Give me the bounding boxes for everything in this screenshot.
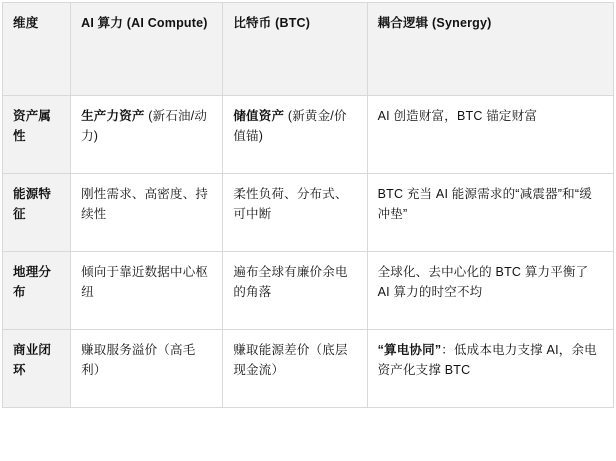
cell-bold-text: 储值资产 — [233, 109, 285, 123]
cell-text: 全球化、去中心化的 BTC 算力平衡了 AI 算力的时空不均 — [377, 265, 589, 300]
table-row — [3, 96, 614, 174]
cell-synergy-geography — [367, 252, 613, 330]
cell-text: 柔性负荷、分布式、可中断 — [233, 187, 348, 222]
cell-text: 遍布全球有廉价余电的角落 — [233, 265, 348, 300]
table-row — [3, 174, 614, 252]
cell-text: BTC 充当 AI 能源需求的“减震器”和“缓冲垫” — [377, 187, 592, 222]
cell-text: ：低成本电力支撑 AI，余电资产化支撑 BTC — [377, 343, 597, 378]
cell-text: 倾向于靠近数据中心枢纽 — [81, 265, 209, 300]
cell-synergy-energy-profile — [367, 174, 613, 252]
comparison-table-container — [0, 2, 616, 461]
cell-btc-asset-attribute — [223, 96, 367, 174]
cell-bold-text: “算电协同” — [377, 343, 442, 357]
cell-synergy-asset-attribute — [367, 96, 613, 174]
column-header-btc: 比特币 (BTC) — [223, 3, 367, 96]
cell-text: 赚取能源差价（底层现金流） — [233, 343, 348, 378]
column-header-ai-compute: AI 算力 (AI Compute) — [71, 3, 223, 96]
row-header-business-loop: 商业闭环 — [3, 330, 71, 408]
table-header — [3, 3, 614, 96]
cell-ai-energy-profile — [71, 174, 223, 252]
cell-bold-text: 生产力资产 — [81, 109, 145, 123]
column-header-synergy: 耦合逻辑 (Synergy) — [367, 3, 613, 96]
table-body — [3, 96, 614, 408]
table-row — [3, 252, 614, 330]
cell-text: (新黄金/价值锚) — [233, 109, 347, 144]
cell-text: (新石油/动力) — [81, 109, 208, 144]
cell-btc-business-loop — [223, 330, 367, 408]
cell-text: 刚性需求、高密度、持续性 — [81, 187, 209, 222]
row-header-geography: 地理分布 — [3, 252, 71, 330]
cell-btc-geography — [223, 252, 367, 330]
cell-ai-business-loop — [71, 330, 223, 408]
cell-text: 赚取服务溢价（高毛利） — [81, 343, 196, 378]
table-row — [3, 330, 614, 408]
cell-text: AI 创造财富，BTC 锚定财富 — [377, 109, 538, 123]
cell-ai-geography — [71, 252, 223, 330]
cell-synergy-business-loop — [367, 330, 613, 408]
table-header-row — [3, 3, 614, 96]
row-header-energy-profile: 能源特征 — [3, 174, 71, 252]
column-header-dimension: 维度 — [3, 3, 71, 96]
cell-btc-energy-profile — [223, 174, 367, 252]
cell-ai-asset-attribute — [71, 96, 223, 174]
row-header-asset-attribute: 资产属性 — [3, 96, 71, 174]
comparison-table — [2, 2, 614, 408]
